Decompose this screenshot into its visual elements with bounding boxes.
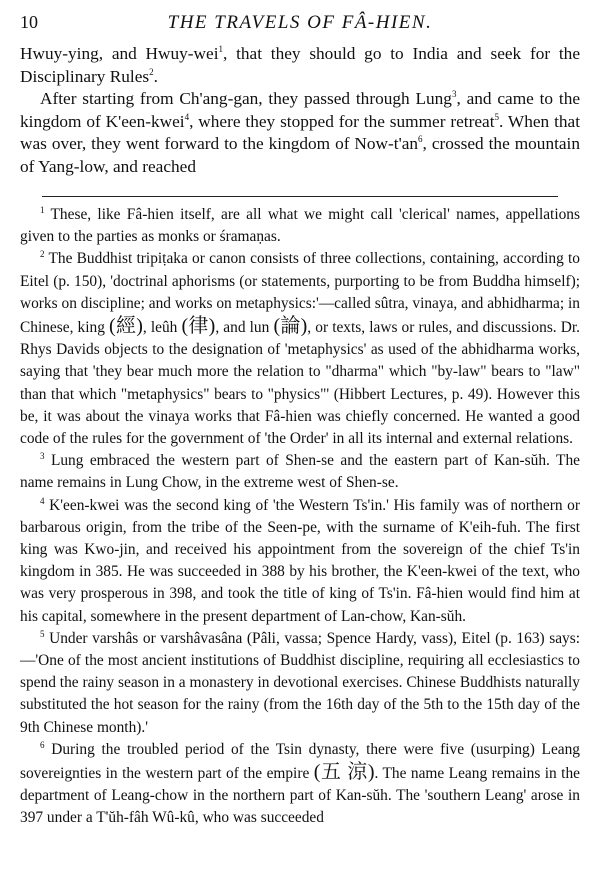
- footnote-ref: 6: [418, 134, 423, 145]
- text-run: After starting from Ch'ang-gan, they passed through Lung: [40, 89, 452, 108]
- footnote-text: During the troubled period of the Tsin dynasty, there were five (usurping) Leang sovereignties in the western part of the empire: [20, 740, 580, 783]
- footnote-text: , leûh: [142, 319, 178, 337]
- chinese-characters: (經): [109, 315, 143, 338]
- page-number: 10: [20, 12, 38, 32]
- footnote-ref: 5: [494, 111, 500, 122]
- text-run: , and came to the kingdom of K'een-kwei: [20, 89, 581, 131]
- footnote-marker: 6: [40, 739, 45, 750]
- footnote-marker: 5: [40, 628, 45, 639]
- text-run: . When that was over, they went forward to the kingdom of Now-t'an: [20, 111, 581, 153]
- footnote-text: These, like Fâ-hien itself, are all what we might call 'clerical' names, appellations given to the parties as monks or śramaṇas.: [20, 206, 580, 246]
- running-title: THE TRAVELS OF FÂ-HIEN.: [167, 12, 433, 33]
- chinese-characters: (論): [273, 315, 308, 338]
- text-run: , crossed the mountain of Yang-low, and reached: [20, 134, 580, 176]
- footnote-text: , and lun: [215, 319, 270, 337]
- footnote-2: [20, 248, 580, 450]
- footnote-ref: 1: [218, 44, 223, 55]
- text-run: .: [153, 66, 158, 86]
- footnote-marker: 4: [40, 495, 45, 506]
- footnote-ref: 4: [184, 111, 190, 122]
- main-text: [20, 43, 580, 178]
- paragraph-2: [20, 88, 580, 178]
- chinese-characters: (五 涼): [313, 761, 375, 784]
- footnote-1: [20, 204, 580, 248]
- page-header: [20, 10, 580, 40]
- footnote-text: , or texts, laws or rules, and discussions. Dr. Rhys Davids objects to the designation of 'metaphysics' as used of the abhidharma works, saying that 'they bear much more the relation to "dharma" which "by-law" bears to "law" than that which "metaphysics" bears to "physics"' (Hibbert Lectures, p. 49). However this be, it was about the vinaya works that Fâ-hien was chiefly concerned. He wanted a good code of the rules for the government of 'the Order' in all its internal and external relations.: [20, 319, 581, 448]
- footnote-3: [20, 450, 580, 494]
- footnote-6: [20, 739, 580, 830]
- footnote-5: [20, 628, 580, 739]
- footnote-divider: [42, 196, 558, 197]
- text-run: , that they should go to India and seek for the Disciplinary Rules: [20, 44, 580, 86]
- footnote-4: [20, 495, 580, 628]
- text-run: , where they stopped for the summer retreat: [189, 111, 495, 131]
- footnote-marker: 2: [40, 249, 45, 260]
- footnote-text: Under varshâs or varshâvasâna (Pâli, vassa; Spence Hardy, vass), Eitel (p. 163) says:—'One of the most ancient institutions of Buddhist discipline, requiring all ecclesiastics to spend the rainy season in a monastery in devotional exercises. Chinese Buddhists naturally substituted the hot season for the rainy (from the 16th day of the 5th to the 15th day of the 9th Chinese month).': [20, 629, 580, 736]
- footnote-marker: 3: [40, 451, 45, 462]
- footnote-text: . The name Leang remains in the department of Leang-chow in the northern part of Kan-sŭh. The 'southern Leang' arose in 397 under a T'ŭh-fâh Wû-kû, who was succeeded: [20, 765, 580, 827]
- chinese-characters: (律): [181, 315, 216, 338]
- footnote-text: The Buddhist tripiṭaka or canon consists of three collections, containing, according to Eitel (p. 150), 'doctrinal aphorisms (or statements, purporting to be from Buddha himself); works on discipline; and works on metaphysics:'—called sûtra, vinaya, and abhidharma; in Chinese, king: [20, 250, 580, 337]
- text-run: Hwuy-ying, and Hwuy-wei: [20, 44, 219, 63]
- footnote-ref: 2: [149, 66, 154, 77]
- footnote-text: Lung embraced the western part of Shen-se and the eastern part of Kan-sŭh. The name remains in Lung Chow, in the extreme west of Shen-se.: [20, 452, 580, 492]
- footnote-marker: 1: [40, 204, 45, 215]
- footnote-ref: 3: [451, 89, 457, 100]
- footnote-text: K'een-kwei was the second king of 'the Western Ts'in.' His family was of northern or barbarous origin, from the tribe of the Seen-pe, with the surname of K'eih-fuh. The first king was Kwo-jin, and received his appointment from the sovereign of the chief Ts'in kingdom in 385. He was succeeded in 388 by his brother, the K'een-kwei of the text, who was very prosperous in 398, and took the title of king of Ts'in. Fâ-hien would find him at his capital, somewhere in the present department of Lan-chow, Kan-sŭh.: [20, 496, 580, 625]
- footnotes: [20, 204, 580, 830]
- paragraph-1: [20, 43, 580, 88]
